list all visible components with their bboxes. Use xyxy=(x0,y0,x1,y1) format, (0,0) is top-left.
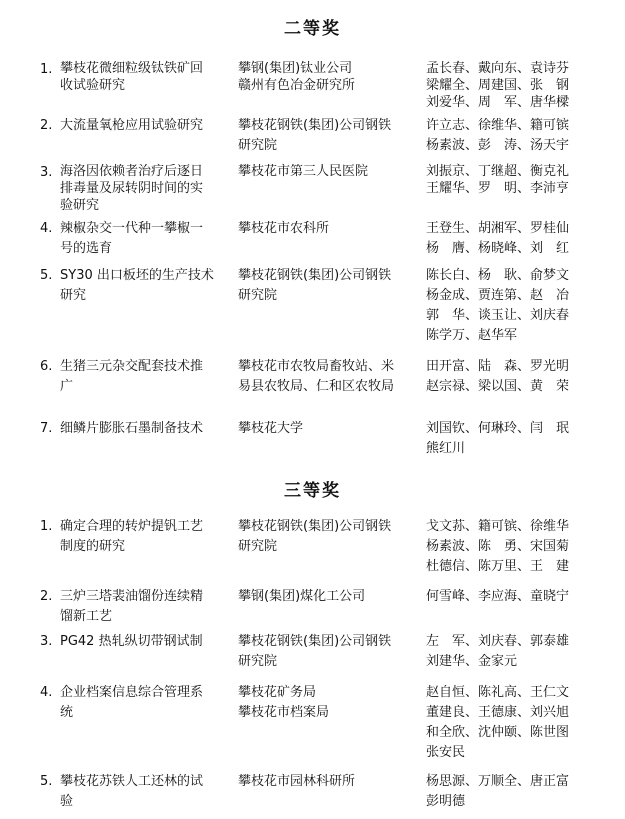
section-heading: 二等奖 xyxy=(284,19,341,39)
project-title: 攀枝花微细粒级钛铁矿回 收试验研究 xyxy=(60,61,204,93)
project-title: 企业档案信息综合管理系 统 xyxy=(60,685,204,720)
organization: 攀钢(集团)煤化工公司 xyxy=(238,589,366,604)
project-title: 确定合理的转炉提钒工艺 制度的研究 xyxy=(60,519,204,554)
people: 田开富、陆 森、罗光明 赵宗禄、梁以国、黄 荣 xyxy=(426,359,570,394)
entry-number: 1. xyxy=(40,519,53,534)
entry-number: 6. xyxy=(40,359,53,374)
organization: 攀枝花钢铁(集团)公司钢铁 研究院 xyxy=(238,118,392,153)
people: 刘国钦、何琳玲、闫 珉 熊红川 xyxy=(426,421,570,456)
organization: 攀钢(集团)钛业公司 赣州有色冶金研究所 xyxy=(238,61,356,93)
project-title: 辣椒杂交一代种一攀椒一 号的选育 xyxy=(60,221,204,256)
organization: 攀枝花大学 xyxy=(238,421,304,436)
project-title: PG42 热轧纵切带钢试制 xyxy=(60,634,203,649)
project-title: 大流量氧枪应用试验研究 xyxy=(60,118,204,133)
entry-number: 5. xyxy=(40,268,53,283)
entry-number: 3. xyxy=(40,165,53,180)
people: 左 军、刘庆春、郭泰雄 刘建华、金家元 xyxy=(426,634,570,669)
people: 刘振京、丁继超、衡克礼 王耀华、罗 明、李沛亨 xyxy=(426,164,570,196)
entry-number: 2. xyxy=(40,118,53,133)
section-heading: 三等奖 xyxy=(284,481,341,501)
entry-number: 7. xyxy=(40,421,53,436)
entry-number: 3. xyxy=(40,634,53,649)
organization: 攀枝花钢铁(集团)公司钢铁 研究院 xyxy=(238,519,392,554)
organization: 攀枝花市农牧局畜牧站、米 易县农牧局、仁和区农牧局 xyxy=(238,359,395,394)
people: 杨思源、万顺全、唐正富 彭明德 xyxy=(426,774,570,809)
people: 孟长春、戴向东、袁诗芬 梁耀全、周建国、张 钢 刘爱华、周 军、唐华樑 xyxy=(426,61,570,110)
organization: 攀枝花矿务局 攀枝花市档案局 xyxy=(238,685,330,720)
organization: 攀枝花市第三人民医院 xyxy=(238,164,369,179)
people: 赵自恒、陈礼高、王仁文 董建良、王德康、刘兴旭 和全欣、沈仲颐、陈世图 张安民 xyxy=(426,685,570,760)
project-title: SY30 出口板坯的生产技术 研究 xyxy=(60,268,214,303)
entry-number: 2. xyxy=(40,589,53,604)
people: 戈文荪、籍可镔、徐维华 杨素波、陈 勇、宋国菊 杜德信、陈万里、王 建 xyxy=(426,519,570,574)
project-title: 细鳞片膨胀石墨制备技术 xyxy=(60,421,204,436)
people: 许立志、徐维华、籍可镔 杨素波、彭 涛、汤天宇 xyxy=(426,118,570,153)
organization: 攀枝花市园林科研所 xyxy=(238,774,356,789)
organization: 攀枝花钢铁(集团)公司钢铁 研究院 xyxy=(238,634,392,669)
entry-number: 5. xyxy=(40,774,53,789)
organization: 攀枝花市农科所 xyxy=(238,221,330,236)
organization: 攀枝花钢铁(集团)公司钢铁 研究院 xyxy=(238,268,392,303)
entry-number: 1. xyxy=(40,62,53,77)
entry-number: 4. xyxy=(40,221,53,236)
project-title: 海洛因依赖者治疗后逐日 排毒量及尿转阴时间的实 验研究 xyxy=(60,164,204,213)
people: 何雪峰、李应海、童晓宁 xyxy=(426,589,570,604)
entry-number: 4. xyxy=(40,685,53,700)
project-title: 三炉三塔裴油馏份连续精 馏新工艺 xyxy=(60,589,204,624)
people: 王登生、胡湘军、罗桂仙 杨 膺、杨晓峰、刘 红 xyxy=(426,221,570,256)
people: 陈长白、杨 耿、俞梦文 杨金成、贾连第、赵 冶 郭 华、谈玉让、刘庆春 陈学万、赵华军 xyxy=(426,268,570,343)
project-title: 生猪三元杂交配套技术推 广 xyxy=(60,359,204,394)
project-title: 攀枝花苏铁人工还林的试 验 xyxy=(60,774,204,809)
